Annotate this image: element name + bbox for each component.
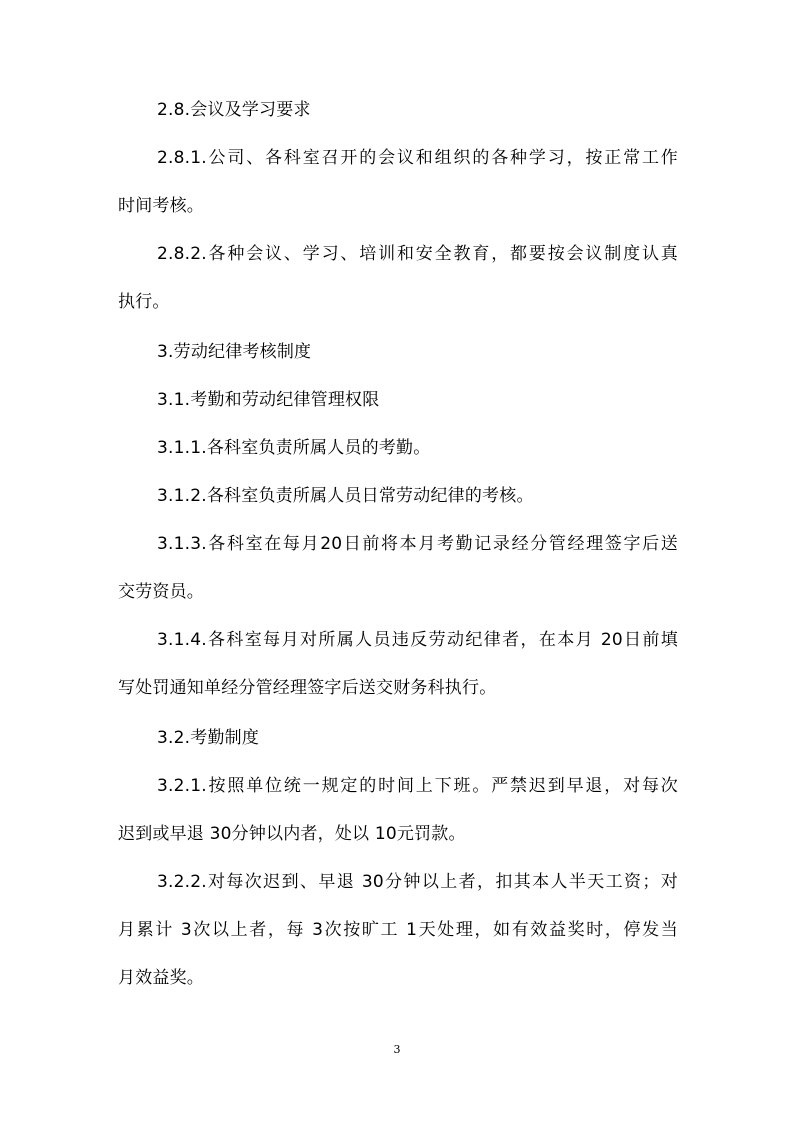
paragraph-3-1-2: 3.1.2.各科室负责所属人员日常劳动纪律的考核。 [157, 486, 534, 506]
paragraph-3-1-4-line-2: 写处罚通知单经分管经理签字后送交财务科执行。 [118, 678, 497, 698]
paragraph-2-8-2-line-1: 2.8.2.各种会议、学习、培训和安全教育，都要按会议制度认真 [157, 244, 678, 264]
paragraph-3-1-3-line-2: 交劳资员。 [118, 582, 204, 602]
paragraph-2-8-1-line-2: 时间考核。 [118, 196, 204, 216]
paragraph-3-1-4-line-1: 3.1.4.各科室每月对所属人员违反劳动纪律者，在本月 20日前填 [157, 630, 678, 650]
paragraph-3-2-1-line-2: 迟到或早退 30分钟以内者，处以 10元罚款。 [118, 824, 466, 844]
paragraph-3-2-1-line-1: 3.2.1.按照单位统一规定的时间上下班。严禁迟到早退，对每次 [157, 776, 678, 796]
section-heading-2-8: 2.8.会议及学习要求 [157, 100, 311, 120]
section-heading-3: 3.劳动纪律考核制度 [157, 342, 312, 362]
paragraph-2-8-1-line-1: 2.8.1.公司、各科室召开的会议和组织的各种学习，按正常工作 [157, 148, 678, 168]
paragraph-3-1-3-line-1: 3.1.3.各科室在每月20日前将本月考勤记录经分管经理签字后送 [157, 534, 678, 554]
page-number: 3 [393, 1043, 401, 1056]
paragraph-3-1-1: 3.1.1.各科室负责所属人员的考勤。 [157, 438, 431, 458]
paragraph-3-2-2-line-3: 月效益奖。 [118, 968, 204, 988]
section-heading-3-1: 3.1.考勤和劳动纪律管理权限 [157, 390, 380, 410]
paragraph-3-2-2-line-2: 月累计 3次以上者，每 3次按旷工 1天处理，如有效益奖时，停发当 [118, 920, 678, 940]
paragraph-3-2-2-line-1: 3.2.2.对每次迟到、早退 30分钟以上者，扣其本人半天工资；对 [157, 872, 678, 892]
paragraph-2-8-2-line-2: 执行。 [118, 292, 170, 312]
section-heading-3-2: 3.2.考勤制度 [157, 728, 260, 748]
